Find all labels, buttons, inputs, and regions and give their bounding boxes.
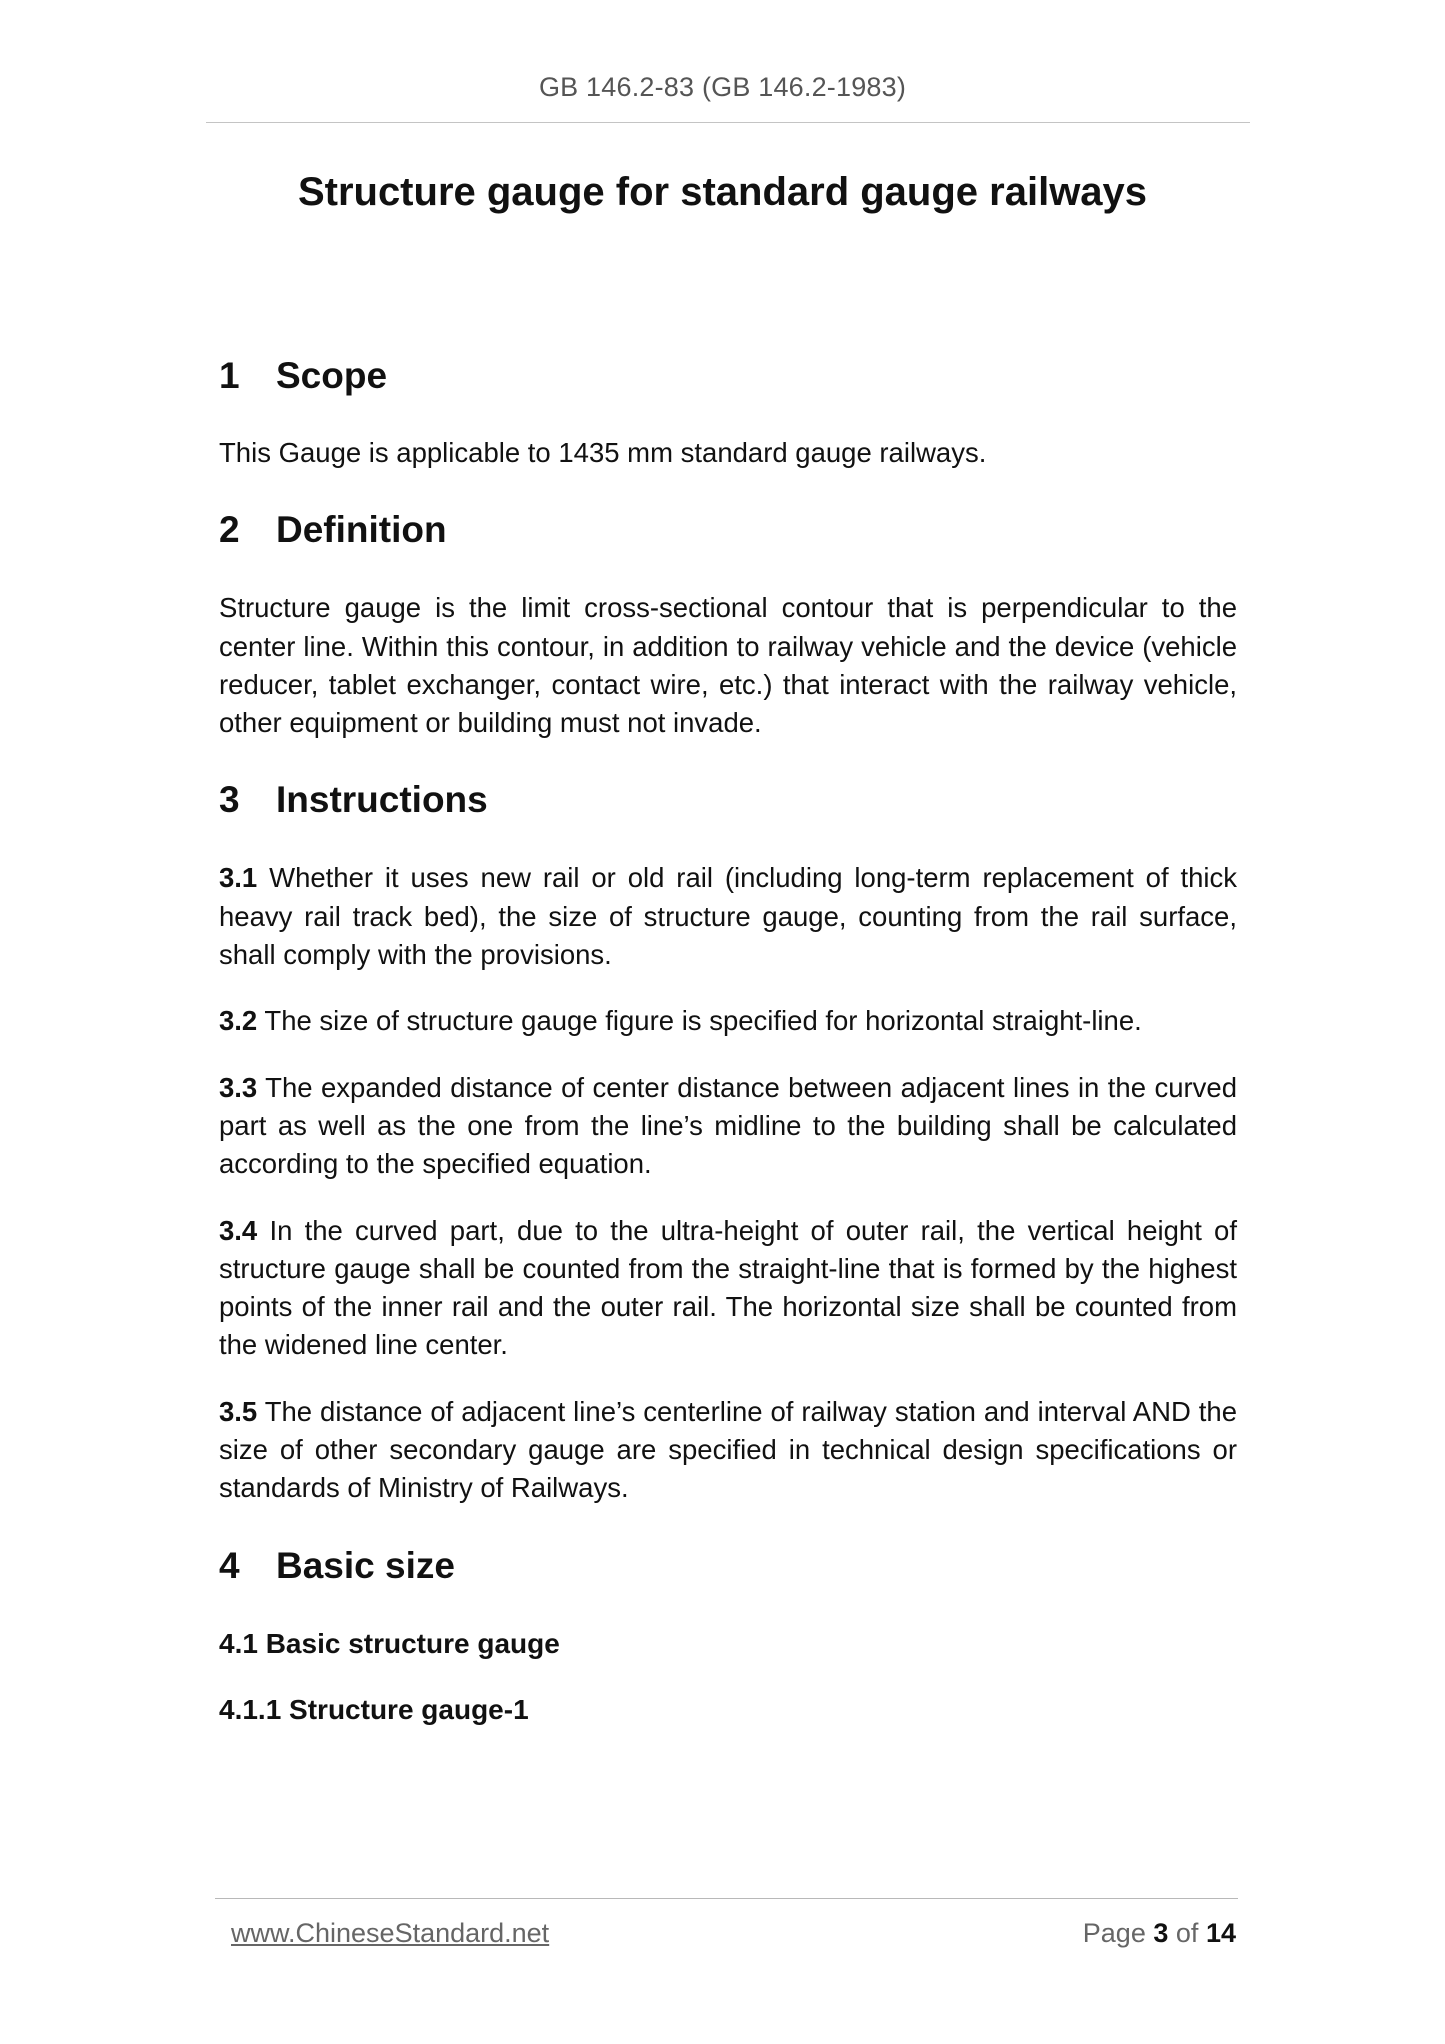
clause-3-4 <box>219 1212 1237 1365</box>
subheading-basic-structure-gauge: 4.1 Basic structure gauge <box>219 1627 560 1659</box>
clause-text: The size of structure gauge figure is specified for horizontal straight-line. <box>264 1005 1142 1037</box>
scope-paragraph: This Gauge is applicable to 1435 mm standard gauge railways. <box>219 437 987 468</box>
clause-number: 3.5 <box>219 1395 258 1427</box>
page-indicator <box>1083 1918 1236 1949</box>
page-of: of <box>1175 1918 1199 1948</box>
clause-text: In the curved part, due to the ultra-height of outer rail, the vertical height of structure gauge shall be counted from the straight-line that is formed by the highest points of the inner rail and the outer rail. The horizontal size shall be counted from the widened line center. <box>219 1214 1237 1361</box>
section-title: Instructions <box>276 779 488 821</box>
section-heading-basic-size <box>219 1542 1237 1590</box>
clause-number: 3.3 <box>219 1071 258 1103</box>
page-label: Page <box>1082 1918 1146 1948</box>
definition-paragraph: Structure gauge is the limit cross-sectional contour that is perpendicular to the center line. Within this contour, in addition to railway vehicle and the device (vehicle reducer, tablet exchanger, contact wire, etc.) that interact with the railway vehicle, other equipment or building must not invade. <box>219 592 1237 739</box>
page-total: 14 <box>1205 1918 1236 1948</box>
website-link[interactable]: www.ChineseStandard.net <box>231 1918 550 1948</box>
page-current: 3 <box>1153 1918 1169 1948</box>
footer-divider <box>215 1898 1238 1899</box>
section-title: Scope <box>276 355 388 396</box>
clause-3-3 <box>219 1069 1237 1184</box>
section-heading-scope <box>219 352 1237 400</box>
section-title: Basic size <box>276 1544 455 1586</box>
subheading-structure-gauge-1: 4.1.1 Structure gauge-1 <box>219 1693 529 1725</box>
clause-number: 3.4 <box>219 1214 258 1246</box>
header-divider <box>206 122 1250 123</box>
clause-number: 3.2 <box>219 1005 258 1037</box>
section-number: 3 <box>219 779 240 821</box>
section-number: 2 <box>219 509 240 551</box>
section-number: 4 <box>219 1544 240 1586</box>
document-body <box>219 352 1237 1729</box>
section-title: Definition <box>276 509 447 551</box>
clause-3-5 <box>219 1393 1237 1508</box>
clause-3-1 <box>219 859 1237 974</box>
document-title: Structure gauge for standard gauge railways <box>297 170 1148 214</box>
section-heading-definition <box>219 506 1237 554</box>
clause-number: 3.1 <box>219 862 258 894</box>
clause-3-2 <box>219 1002 1237 1040</box>
section-heading-instructions <box>219 776 1237 824</box>
clause-text: Whether it uses new rail or old rail (including long-term replacement of thick heavy rail track bed), the size of structure gauge, counting from the rail surface, shall comply with the provisions. <box>219 862 1238 971</box>
clause-text: The distance of adjacent line’s centerline of railway station and interval AND the size of other secondary gauge are specified in technical design specifications or standards of Ministry of Railways. <box>219 1395 1237 1504</box>
clause-text: The expanded distance of center distance between adjacent lines in the curved part as well as the one from the line’s midline to the building shall be calculated according to the specified equation. <box>219 1071 1237 1180</box>
page-header: GB 146.2-83 (GB 146.2-1983) <box>538 72 907 102</box>
section-number: 1 <box>219 355 240 396</box>
